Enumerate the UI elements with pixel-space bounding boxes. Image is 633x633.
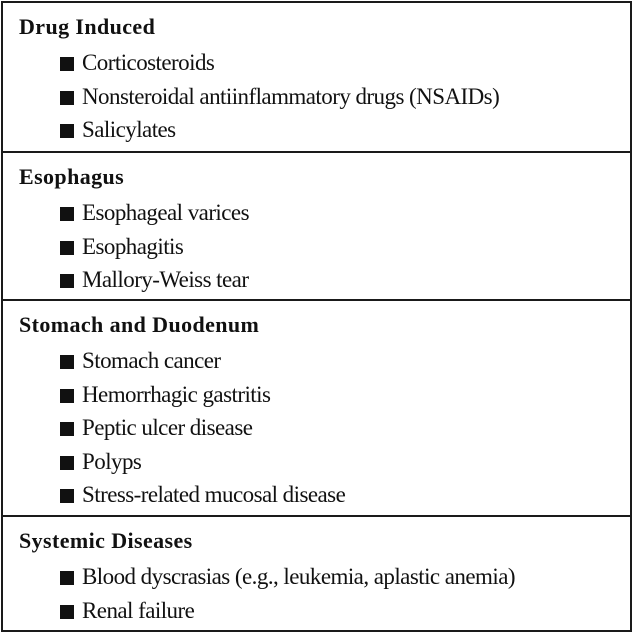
item-label: Corticosteroids — [82, 50, 215, 75]
list-item — [60, 594, 515, 628]
item-label: Salicylates — [82, 117, 176, 143]
section-heading: Stomach and Duodenum — [19, 312, 260, 337]
item-label: Nonsteroidal antiinflammatory drugs (NSAIDs) — [82, 83, 500, 109]
list-item — [60, 411, 345, 445]
section-heading: Systemic Diseases — [19, 528, 193, 553]
item-list — [60, 46, 499, 147]
list-item — [60, 46, 499, 80]
section-esophagus — [3, 153, 630, 301]
item-label: Hemorrhagic gastritis — [82, 381, 271, 407]
item-label: Renal failure — [82, 597, 195, 623]
item-list — [60, 344, 345, 512]
square-bullet-icon — [60, 274, 74, 288]
list-item — [60, 263, 249, 297]
list-item — [60, 196, 249, 230]
list-item — [60, 445, 345, 479]
section-stomach-and-duodenum — [3, 301, 630, 517]
item-label: Stress-related mucosal disease — [82, 482, 346, 508]
list-item — [60, 113, 499, 147]
square-bullet-icon — [60, 207, 74, 221]
item-label: Stomach cancer — [82, 348, 221, 373]
section-heading: Esophagus — [19, 164, 125, 189]
square-bullet-icon — [60, 124, 74, 138]
item-label: Mallory-Weiss tear — [82, 267, 249, 293]
list-item — [60, 230, 249, 264]
square-bullet-icon — [60, 456, 74, 470]
item-list — [60, 560, 515, 627]
list-item — [60, 80, 499, 114]
item-label: Esophagitis — [82, 233, 184, 259]
square-bullet-icon — [60, 422, 74, 436]
square-bullet-icon — [60, 389, 74, 403]
list-item — [60, 344, 345, 378]
section-heading: Drug Induced — [19, 14, 156, 39]
item-list — [60, 196, 249, 297]
item-label: Peptic ulcer disease — [82, 415, 253, 441]
list-item — [60, 478, 345, 512]
causes-table — [1, 1, 632, 632]
square-bullet-icon — [60, 57, 74, 71]
section-systemic-diseases — [3, 517, 630, 630]
list-item — [60, 560, 515, 594]
square-bullet-icon — [60, 571, 74, 585]
square-bullet-icon — [60, 355, 74, 369]
item-label: Blood dyscrasias (e.g., leukemia, aplastic anemia) — [82, 564, 515, 589]
list-item — [60, 378, 345, 412]
item-label: Polyps — [82, 448, 142, 474]
square-bullet-icon — [60, 489, 74, 503]
square-bullet-icon — [60, 241, 74, 255]
square-bullet-icon — [60, 605, 74, 619]
section-drug-induced — [3, 3, 630, 153]
item-label: Esophageal varices — [82, 200, 249, 225]
square-bullet-icon — [60, 91, 74, 105]
